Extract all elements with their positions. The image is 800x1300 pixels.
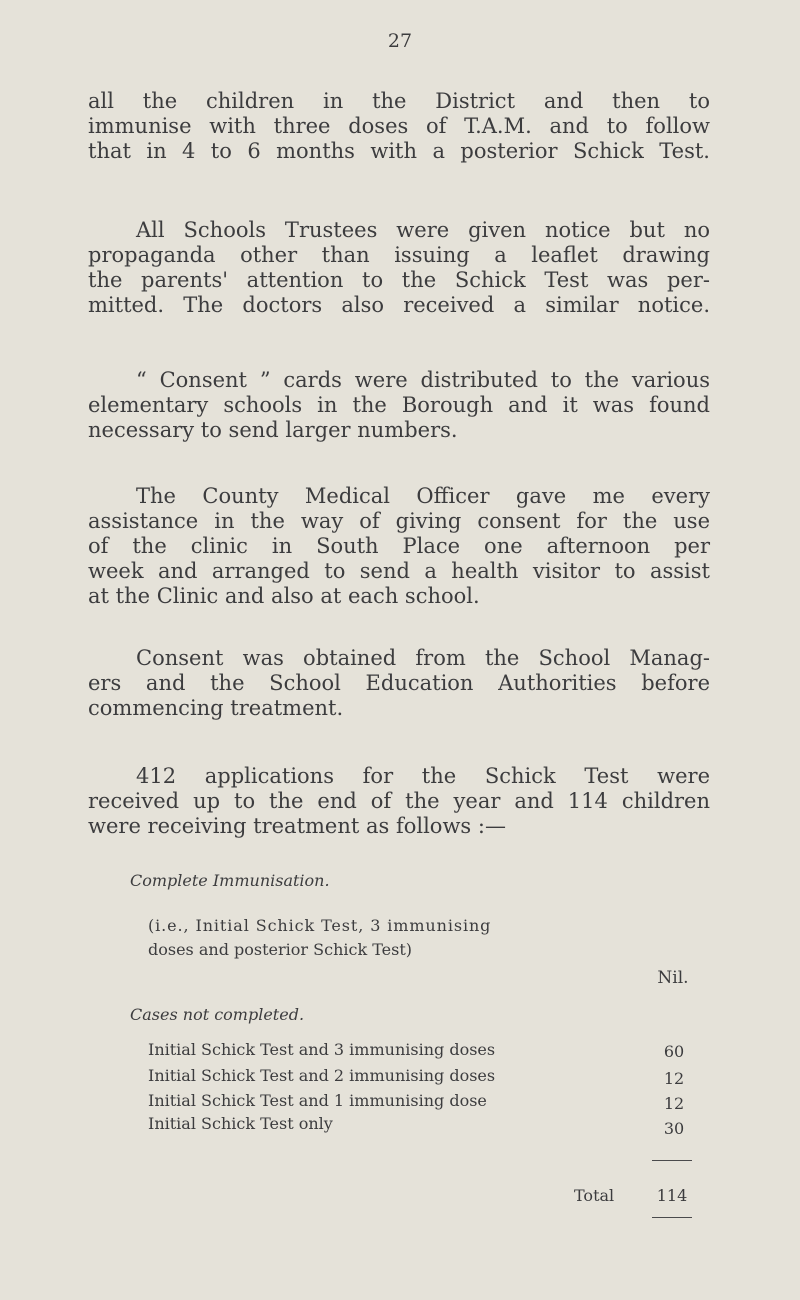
paragraph-line: assistance in the way of giving consent for the use — [88, 509, 710, 533]
paragraph-2 — [88, 218, 710, 318]
paragraph-line: were receiving treatment as follows :— — [88, 814, 506, 838]
page-number: 27 — [387, 30, 413, 52]
paragraph-line: that in 4 to 6 months with a posterior Schick Test. — [88, 139, 710, 163]
total-label: Total — [574, 1186, 615, 1205]
table-row-value: 12 — [663, 1094, 685, 1113]
table-row-value: 60 — [663, 1042, 685, 1061]
paragraph-line: commencing treatment. — [88, 696, 344, 720]
complete-immunisation-description: (i.e., Initial Schick Test, 3 immunising — [148, 916, 492, 935]
paragraph-line: necessary to send larger numbers. — [88, 418, 458, 442]
complete-immunisation-heading: Complete Immunisation. — [130, 871, 330, 890]
paragraph-3 — [88, 368, 710, 443]
paragraph-line: All Schools Trustees were given notice but no — [136, 218, 710, 242]
paragraph-line: propaganda other than issuing a leaflet drawing — [88, 243, 710, 267]
paragraph-line: all the children in the District and then to — [88, 89, 710, 113]
paragraph-line: “ Consent ” cards were distributed to the various — [136, 368, 710, 392]
paragraph-line: elementary schools in the Borough and it was found — [88, 393, 710, 417]
paragraph-line: the parents' attention to the Schick Test was per- — [88, 268, 710, 292]
paragraph-5 — [88, 646, 710, 721]
paragraph-line: 412 applications for the Schick Test were — [136, 764, 710, 788]
paragraph-1 — [88, 89, 710, 164]
paragraph-line: mitted. The doctors also received a similar notice. — [88, 293, 710, 317]
paragraph-line: Consent was obtained from the School Manag- — [136, 646, 710, 670]
table-row-label: Initial Schick Test only — [148, 1114, 333, 1133]
total-rule-bottom — [652, 1217, 692, 1218]
paragraph-4 — [88, 484, 710, 609]
paragraph-line: The County Medical Officer gave me every — [136, 484, 710, 508]
paragraph-6 — [88, 764, 710, 839]
table-row-value: 30 — [663, 1119, 685, 1138]
table-row-label: Initial Schick Test and 1 immunising dose — [148, 1091, 487, 1110]
cases-not-completed-heading: Cases not completed. — [130, 1005, 305, 1024]
table-row-label: Initial Schick Test and 2 immunising doses — [148, 1066, 496, 1085]
total-value: 114 — [656, 1186, 688, 1205]
paragraph-line: of the clinic in South Place one afternoon per — [88, 534, 710, 558]
table-row-value: 12 — [663, 1069, 685, 1088]
paragraph-line: received up to the end of the year and 114 children — [88, 789, 710, 813]
table-row-label: Initial Schick Test and 3 immunising doses — [148, 1040, 496, 1059]
paragraph-line: at the Clinic and also at each school. — [88, 584, 480, 608]
paragraph-line: immunise with three doses of T.A.M. and to follow — [88, 114, 710, 138]
complete-immunisation-description: doses and posterior Schick Test) — [148, 940, 413, 959]
complete-immunisation-value: Nil. — [657, 968, 689, 988]
paragraph-line: ers and the School Education Authorities before — [88, 671, 710, 695]
paragraph-line: week and arranged to send a health visitor to assist — [88, 559, 710, 583]
total-rule-top — [652, 1160, 692, 1161]
